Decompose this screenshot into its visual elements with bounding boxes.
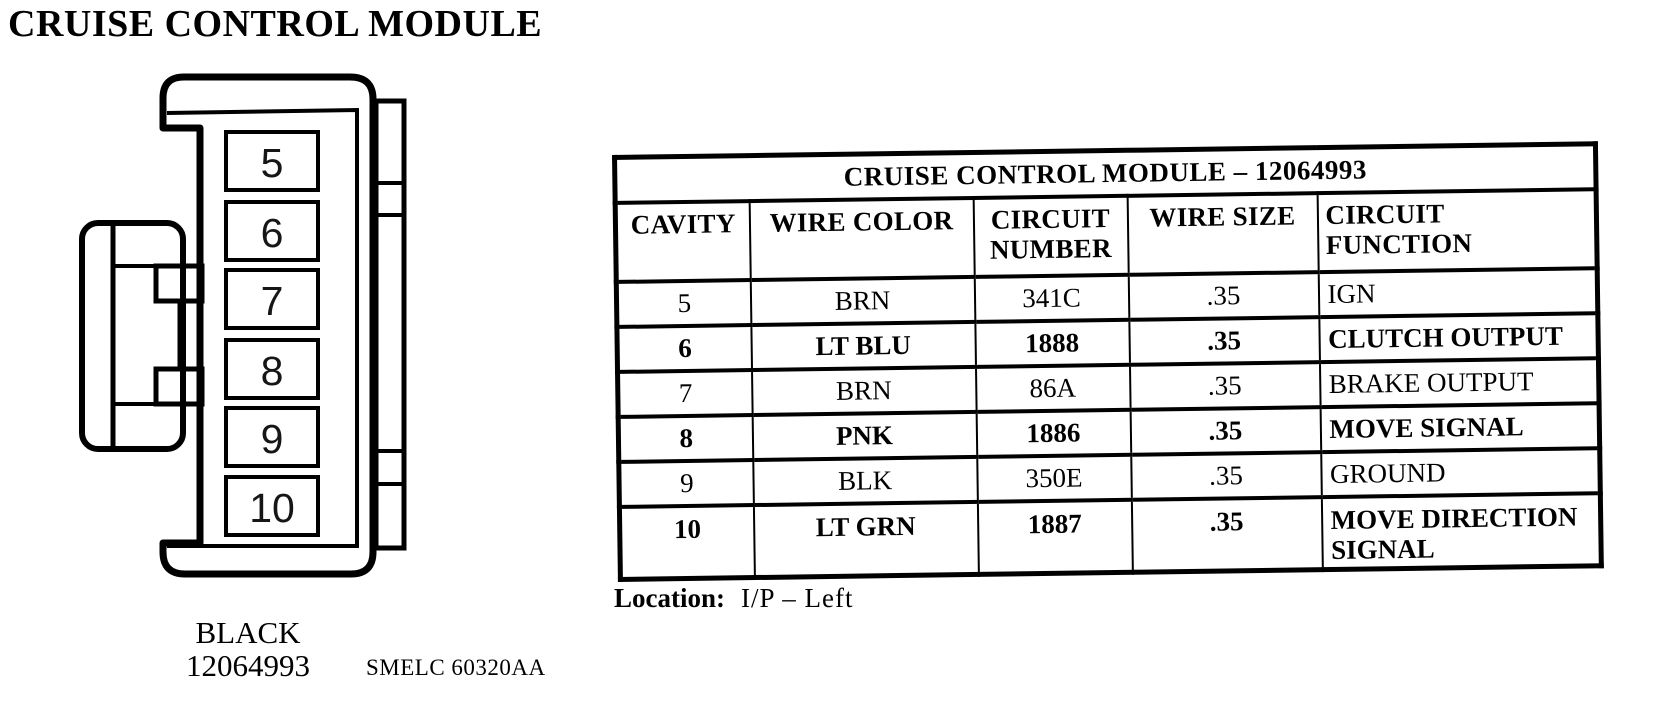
cell-wire-color: LT BLU <box>751 322 976 370</box>
cavity-number-9: 9 <box>260 416 284 462</box>
column-header-wire-color: WIRE COLOR <box>749 198 974 280</box>
column-header-cavity: CAVITY <box>615 201 750 282</box>
cell-wire-color: LT GRN <box>753 502 978 578</box>
cell-circuit-function: GROUND <box>1321 448 1601 497</box>
connector-flange-dividers <box>376 183 404 484</box>
cavity-number-8: 8 <box>260 348 284 394</box>
cell-circuit-function: MOVE SIGNAL <box>1320 403 1600 452</box>
cavity-number-5: 5 <box>260 140 284 186</box>
connector-color-label: BLACK <box>195 615 301 650</box>
connector-part-number: 12064993 <box>186 648 310 683</box>
cell-cavity: 5 <box>616 280 751 327</box>
location-line <box>614 583 853 614</box>
location-label: Location: <box>614 583 725 613</box>
cell-circuit-number: 341C <box>974 275 1129 322</box>
cell-wire-size: .35 <box>1131 452 1322 500</box>
cell-cavity: 6 <box>617 325 752 372</box>
document-code: SMELC 60320AA <box>366 655 546 680</box>
connector-latch-bracket <box>82 223 183 449</box>
cell-cavity: 9 <box>619 460 754 507</box>
cell-circuit-number: 86A <box>975 365 1130 412</box>
cavity-number-10: 10 <box>249 485 295 531</box>
cell-wire-size: .35 <box>1129 317 1320 365</box>
latch-tab-top <box>156 266 202 301</box>
cell-cavity: 10 <box>619 505 754 579</box>
cell-wire-color: BRN <box>750 277 975 325</box>
latch-bracket-inner-lines <box>113 266 183 404</box>
cell-circuit-function: BRAKE OUTPUT <box>1319 358 1599 407</box>
cavity-number-6: 6 <box>260 210 284 256</box>
connector-diagram <box>60 60 420 585</box>
location-value: I/P – Left <box>741 583 854 613</box>
cell-circuit-number: 1888 <box>975 320 1130 367</box>
cell-circuit-number: 1886 <box>976 410 1131 457</box>
page-title: CRUISE CONTROL MODULE <box>8 3 543 45</box>
cell-circuit-function: MOVE DIRECTION SIGNAL <box>1321 493 1601 569</box>
column-header-circuit-number: CIRCUIT NUMBER <box>973 196 1128 277</box>
cell-circuit-number: 350E <box>977 455 1132 502</box>
pinout-table <box>612 141 1604 582</box>
connector-caption <box>168 616 328 682</box>
cell-circuit-function: IGN <box>1318 268 1598 317</box>
table-row <box>619 493 1601 579</box>
cell-cavity: 7 <box>618 370 753 417</box>
cell-wire-size: .35 <box>1130 407 1321 455</box>
cell-wire-color: BRN <box>752 367 977 415</box>
cell-wire-size: .35 <box>1131 497 1322 572</box>
column-header-wire-size: WIRE SIZE <box>1127 193 1318 275</box>
cell-circuit-function: CLUTCH OUTPUT <box>1319 313 1599 362</box>
cell-circuit-number: 1887 <box>977 500 1132 575</box>
cell-cavity: 8 <box>618 415 753 462</box>
cell-wire-size: .35 <box>1128 272 1319 320</box>
cavity-number-7: 7 <box>260 278 284 324</box>
cell-wire-color: BLK <box>753 457 978 505</box>
latch-tab-bottom <box>156 369 202 404</box>
cell-wire-size: .35 <box>1129 362 1320 410</box>
connector-flange <box>376 101 404 548</box>
cell-wire-color: PNK <box>752 412 977 460</box>
column-header-circuit-function: CIRCUIT FUNCTION <box>1317 189 1597 272</box>
table-title: CRUISE CONTROL MODULE – 12064993 <box>615 144 1597 203</box>
